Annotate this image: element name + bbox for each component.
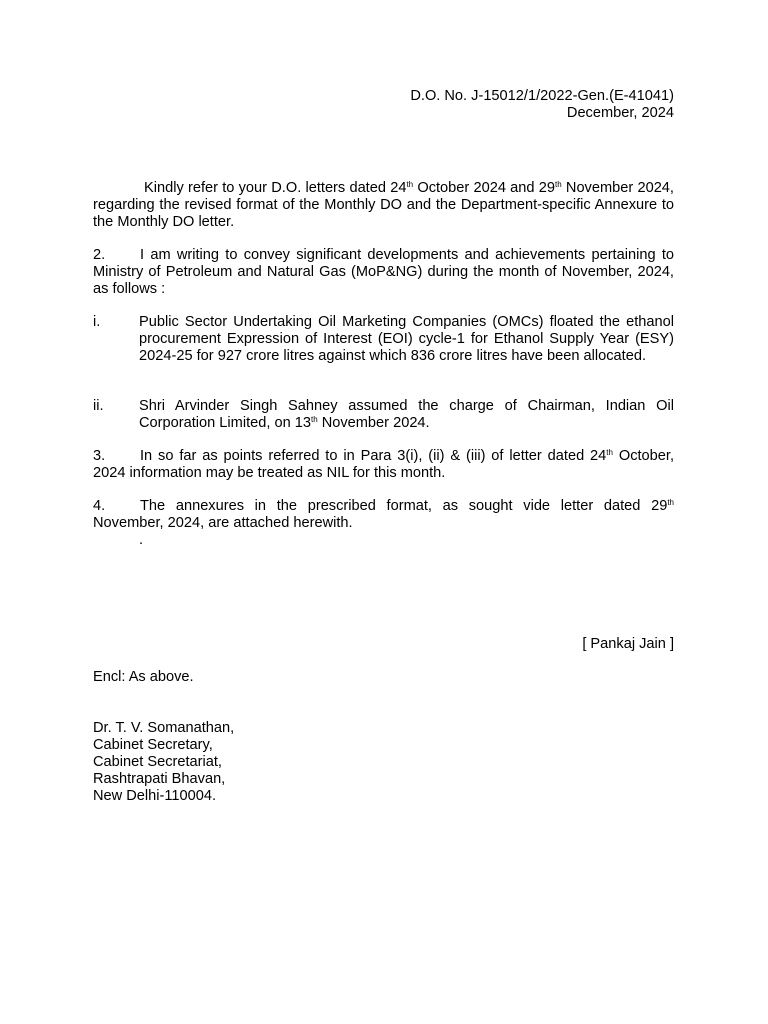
letter-date: December, 2024 [566,105,674,121]
list-item-ii [93,398,674,432]
addressee-line: Dr. T. V. Somanathan, [93,720,235,736]
paragraph-3-number: 3. [93,448,106,464]
intro-text-3: November 2024, regarding the revised format of the Monthly DO and the Department-specific Annexure to the Monthly DO letter. [93,180,674,230]
addressee-line: New Delhi-110004. [93,788,217,804]
paragraph-4-number: 4. [93,498,106,514]
letter-page [93,0,674,1024]
letter-header [93,88,674,122]
addressee-line: Rashtrapati Bhavan, [93,771,226,787]
enclosure-note: Encl: As above. [93,669,194,685]
paragraph-4 [93,498,674,532]
paragraph-3-text-1: In so far as points referred to in Para 3(i), (ii) & (iii) of letter dated 24 [140,448,607,464]
list-item-marker: ii. [93,398,104,414]
list-item-text-2: November 2024. [317,415,430,431]
list-item-text [139,398,674,432]
addressee-block [93,720,674,805]
intro-paragraph [93,180,674,231]
addressee-line: Cabinet Secretary, [93,737,213,753]
intro-sup-2: th [555,180,562,189]
intro-text-1: Kindly refer to your D.O. letters dated 24 [144,180,407,196]
list-item-marker: i. [93,314,101,330]
intro-sup-1: th [406,180,414,189]
list-item-text-1: Shri Arvinder Singh Sahney assumed the charge of Chairman, Indian Oil Corporation Limited, on 13 [139,398,674,431]
paragraph-2-number: 2. [93,247,106,263]
signature-name: [ Pankaj Jain ] [582,636,674,652]
intro-text-2: October 2024 and 29 [413,180,555,196]
paragraph-3-text-2: October, 2024 information may be treated as NIL for this month. [93,448,675,481]
paragraph-4-sup: th [667,498,674,507]
list-item-sup: th [310,415,318,424]
paragraph-3 [93,448,674,482]
paragraph-4-text-1: The annexures in the prescribed format, as sought vide letter dated 29 [140,498,668,514]
addressee-line: Cabinet Secretariat, [93,754,222,770]
stray-dot: . [139,532,144,548]
do-number: D.O. No. J-15012/1/2022-Gen.(E-41041) [410,88,674,104]
paragraph-3-sup: th [606,448,613,457]
paragraph-4-text-2: November, 2024, are attached herewith. [93,515,353,531]
list-item-i [93,314,674,365]
list-item-text: Public Sector Undertaking Oil Marketing Companies (OMCs) floated the ethanol procurement Expression of Interest (EOI) cycle-1 for Ethanol Supply Year (ESY) 2024-25 for 927 crore litres against which 836 crore litres have been allocated. [139,314,674,364]
paragraph-2 [93,247,674,298]
paragraph-2-text: I am writing to convey significant developments and achievements pertaining to Ministry of Petroleum and Natural Gas (MoP&NG) during the month of November, 2024, as follows : [93,247,674,297]
